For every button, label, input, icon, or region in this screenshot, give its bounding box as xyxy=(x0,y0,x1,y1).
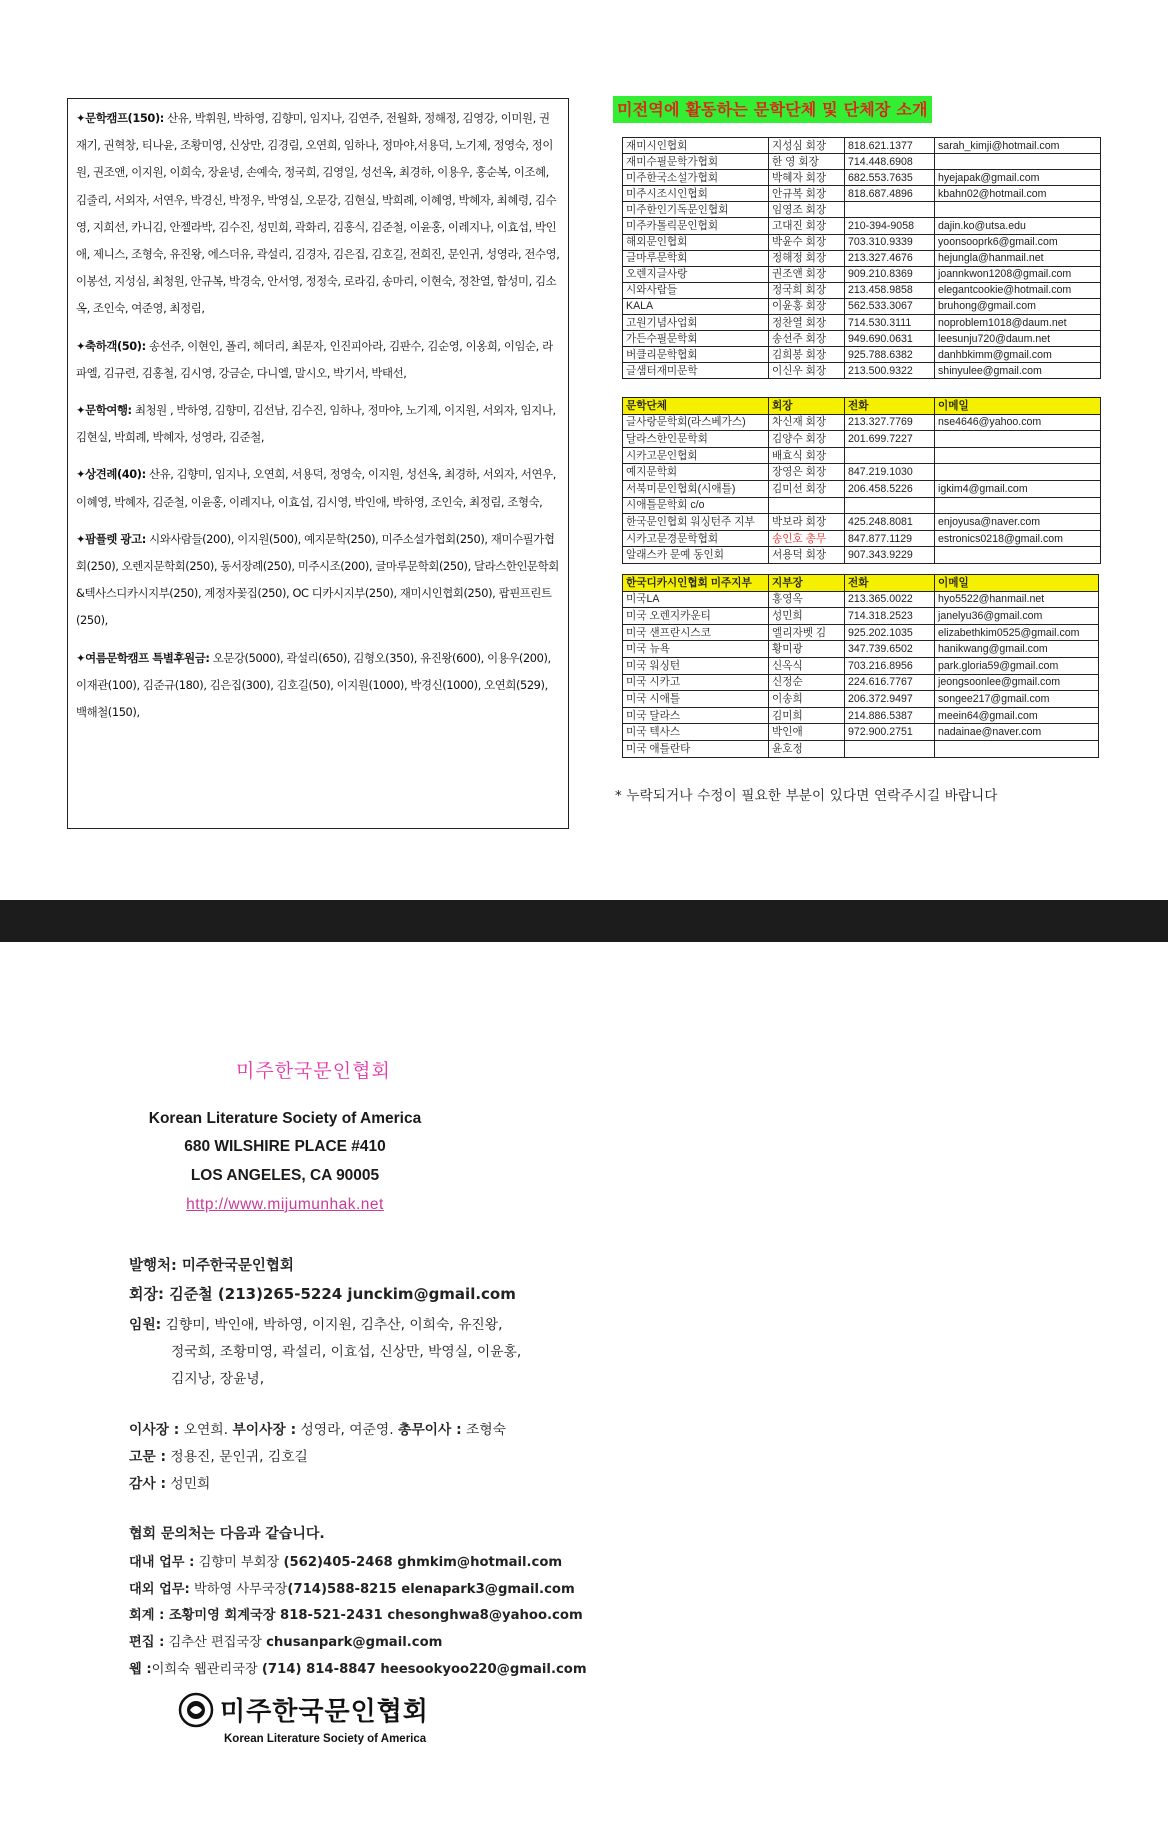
table-row xyxy=(623,480,1101,497)
org-name-cell: 시와사람들 xyxy=(623,282,769,298)
column-header: 이메일 xyxy=(935,575,1099,592)
president-label: 회장: xyxy=(129,1285,164,1303)
leader-cell: 지성심 회장 xyxy=(769,138,845,154)
table-row xyxy=(623,674,1099,691)
auditor-line xyxy=(129,1472,210,1492)
contact-info: (714) 814-8847 heesookyoo220@gmail.com xyxy=(261,1662,587,1677)
phone-cell: 213.327.7769 xyxy=(845,414,935,431)
org-name-cell: 글샘터재미문학 xyxy=(623,363,769,379)
contact-name: 김향미 부회장 xyxy=(194,1555,284,1570)
dicasi-branches-table xyxy=(622,574,1099,758)
phone-cell: 949.690.0631 xyxy=(845,331,935,347)
section-heading: ✦팜플렛 광고: xyxy=(76,531,146,546)
phone-cell xyxy=(845,202,935,218)
email-cell: noproblem1018@daum.net xyxy=(935,315,1101,331)
email-cell: elizabethkim0525@gmail.com xyxy=(935,624,1099,641)
org-name-cell: 시카고문경문학협회 xyxy=(623,530,769,547)
table-row xyxy=(623,298,1101,314)
general-director-label: 총무이사 : xyxy=(398,1422,462,1438)
phone-cell xyxy=(845,497,935,514)
email-cell: hanikwang@gmail.com xyxy=(935,641,1099,658)
leader-cell xyxy=(769,497,845,514)
email-cell: hejungla@hanmail.net xyxy=(935,250,1101,266)
vice-chairman-label: 부이사장 : xyxy=(232,1422,297,1438)
contact-accounting xyxy=(129,1604,583,1623)
phone-cell: 714.318.2523 xyxy=(845,608,935,625)
leader-cell: 김양수 회장 xyxy=(769,431,845,448)
phone-cell: 682.553.7635 xyxy=(845,170,935,186)
org-name-cell: 가든수필문학회 xyxy=(623,331,769,347)
contact-name: 김추산 편집국장 xyxy=(164,1635,267,1650)
leader-cell: 황미광 xyxy=(769,641,845,658)
section-meeting xyxy=(76,461,560,515)
org-name-cell: 미국 달라스 xyxy=(623,707,769,724)
contacts-heading: 협회 문의처는 다음과 같습니다. xyxy=(129,1526,325,1542)
phone-cell: 925.202.1035 xyxy=(845,624,935,641)
leader-cell: 임영조 회장 xyxy=(769,202,845,218)
participants-box xyxy=(67,98,569,829)
email-cell xyxy=(935,547,1101,564)
page-divider-band xyxy=(0,900,1168,942)
org-name-cell: KALA xyxy=(623,298,769,314)
phone-cell: 847.219.1030 xyxy=(845,464,935,481)
leader-cell: 이송희 xyxy=(769,691,845,708)
org-name-cell: 미국 텍사스 xyxy=(623,724,769,741)
org-name-cell: 미주한국소설가협회 xyxy=(623,170,769,186)
org-name-cell: 버클리문학협회 xyxy=(623,347,769,363)
chairman-label: 이사장 : xyxy=(129,1422,180,1438)
table-row xyxy=(623,363,1101,379)
org-name-cell: 해외문인협회 xyxy=(623,234,769,250)
phone-cell: 925.788.6382 xyxy=(845,347,935,363)
leader-cell: 김미선 회장 xyxy=(769,480,845,497)
logo-english-text: Korean Literature Society of America xyxy=(224,1733,427,1745)
phone-cell: 213.458.9858 xyxy=(845,282,935,298)
table-row xyxy=(623,547,1101,564)
leader-cell: 박혜자 회장 xyxy=(769,170,845,186)
leader-cell: 김희봉 회장 xyxy=(769,347,845,363)
section-literature-camp xyxy=(76,105,560,323)
phone-cell: 703.310.9339 xyxy=(845,234,935,250)
publisher-value: 미주한국문인협회 xyxy=(176,1258,294,1274)
table-row xyxy=(623,138,1101,154)
email-cell: park.gloria59@gmail.com xyxy=(935,657,1099,674)
phone-cell: 909.210.8369 xyxy=(845,266,935,282)
org-name-cell: 시카고문인협회 xyxy=(623,447,769,464)
phone-cell: 714.448.6908 xyxy=(845,154,935,170)
column-header: 한국디카시인협회 미주지부 xyxy=(623,575,769,592)
leader-cell: 고대진 회장 xyxy=(769,218,845,234)
table-row xyxy=(623,724,1099,741)
leader-cell: 서용덕 회장 xyxy=(769,547,845,564)
contact-info: (714)588-8215 elenapark3@gmail.com xyxy=(287,1582,575,1597)
table-row xyxy=(623,154,1101,170)
org-name-cell: 미국 워싱턴 xyxy=(623,657,769,674)
leader-cell: 정국희 회장 xyxy=(769,282,845,298)
email-cell: danhbkimm@gmail.com xyxy=(935,347,1101,363)
leader-cell: 엘리자벳 김 xyxy=(769,624,845,641)
phone-cell: 213.365.0022 xyxy=(845,591,935,608)
table-row xyxy=(623,641,1099,658)
table-row xyxy=(623,591,1099,608)
phone-cell: 714.530.3111 xyxy=(845,315,935,331)
section-heading: ✦여름문학캠프 특별후원금: xyxy=(76,650,210,665)
contact-label: 웹 : xyxy=(129,1662,152,1677)
contact-label: 대외 업무: xyxy=(129,1582,190,1597)
contact-web xyxy=(129,1658,587,1677)
contact-external xyxy=(129,1578,575,1597)
org-name-cell: 달라스한인문학회 xyxy=(623,431,769,448)
phone-cell: 210-394-9058 xyxy=(845,218,935,234)
general-director-value: 조형숙 xyxy=(461,1422,507,1438)
table-row xyxy=(623,657,1099,674)
contact-info: 조황미영 회계국장 818-521-2431 chesonghwa8@yahoo.com xyxy=(164,1608,583,1623)
column-header: 지부장 xyxy=(769,575,845,592)
table-row xyxy=(623,464,1101,481)
org-title: 미주한국문인협회 xyxy=(236,1060,391,1082)
table-row xyxy=(623,170,1101,186)
org-name-cell: 고원기념사업회 xyxy=(623,315,769,331)
column-header: 회장 xyxy=(769,398,845,415)
publisher-label: 발행처: xyxy=(129,1258,177,1274)
section-guests xyxy=(76,333,560,387)
leader-cell: 차신재 회장 xyxy=(769,414,845,431)
contact-info: (562)405-2468 ghmkim@hotmail.com xyxy=(283,1555,563,1570)
email-cell: meein64@gmail.com xyxy=(935,707,1099,724)
organization-logo xyxy=(174,1680,494,1750)
email-cell: dajin.ko@utsa.edu xyxy=(935,218,1101,234)
table-row xyxy=(623,414,1101,431)
email-cell: estronics0218@gmail.com xyxy=(935,530,1101,547)
org-name-cell: 서북미문인협회(시애틀) xyxy=(623,480,769,497)
phone-cell: 201.699.7227 xyxy=(845,431,935,448)
email-cell: leesunju720@daum.net xyxy=(935,331,1101,347)
executive-roles xyxy=(129,1418,506,1438)
phone-cell: 847.877.1129 xyxy=(845,530,935,547)
leader-cell: 박윤수 회장 xyxy=(769,234,845,250)
section-donations xyxy=(76,645,560,727)
phone-cell: 213.327.4676 xyxy=(845,250,935,266)
email-cell: sarah_kimji@hotmail.com xyxy=(935,138,1101,154)
table-row xyxy=(623,608,1099,625)
leader-cell: 성민희 xyxy=(769,608,845,625)
org-name-cell: 미국 시카고 xyxy=(623,674,769,691)
table-row xyxy=(623,347,1101,363)
leader-cell: 홍영옥 xyxy=(769,591,845,608)
org-name-cell: 재미수필문학가협회 xyxy=(623,154,769,170)
email-cell: nadainae@naver.com xyxy=(935,724,1099,741)
column-header: 문학단체 xyxy=(623,398,769,415)
leader-cell: 송인호 총무 xyxy=(769,530,845,547)
organizations-title: 미전역에 활동하는 문학단체 및 단체장 소개 xyxy=(613,96,932,123)
website-link[interactable]: http://www.mijumunhak.net xyxy=(186,1196,384,1213)
president-line xyxy=(129,1283,516,1304)
phone-cell: 562.533.3067 xyxy=(845,298,935,314)
email-cell: hyejapak@gmail.com xyxy=(935,170,1101,186)
email-cell: yoonsooprk6@gmail.com xyxy=(935,234,1101,250)
contact-editor xyxy=(129,1631,442,1650)
phone-cell xyxy=(845,447,935,464)
org-name-cell: 시애틀문학회 c/o xyxy=(623,497,769,514)
email-cell: shinyulee@gmail.com xyxy=(935,363,1101,379)
org-name-cell: 미국 시애틀 xyxy=(623,691,769,708)
email-cell xyxy=(935,202,1101,218)
org-name-cell: 미주카톨릭문인협회 xyxy=(623,218,769,234)
auditor-label: 감사 : xyxy=(129,1476,166,1492)
email-cell: songee217@gmail.com xyxy=(935,691,1099,708)
email-cell xyxy=(935,431,1101,448)
phone-cell: 213.500.9322 xyxy=(845,363,935,379)
email-cell: joannkwon1208@gmail.com xyxy=(935,266,1101,282)
leader-cell: 김미희 xyxy=(769,707,845,724)
organizations-table-2 xyxy=(622,397,1101,564)
contact-info: chusanpark@gmail.com xyxy=(266,1635,443,1650)
leader-cell: 신옥식 xyxy=(769,657,845,674)
phone-cell: 818.621.1377 xyxy=(845,138,935,154)
table-row xyxy=(623,514,1101,531)
phone-cell: 425.248.8081 xyxy=(845,514,935,531)
section-pamphlet-ads xyxy=(76,526,560,635)
phone-cell: 703.216.8956 xyxy=(845,657,935,674)
email-cell xyxy=(935,497,1101,514)
table-row xyxy=(623,431,1101,448)
phone-cell xyxy=(845,740,935,757)
leader-cell: 윤호정 xyxy=(769,740,845,757)
leader-cell: 송선주 회장 xyxy=(769,331,845,347)
org-name-cell: 미국 샌프란시스코 xyxy=(623,624,769,641)
table-row xyxy=(623,186,1101,202)
table-row xyxy=(623,218,1101,234)
org-name-cell: 미주시조시인협회 xyxy=(623,186,769,202)
phone-cell: 224.616.7767 xyxy=(845,674,935,691)
column-header: 전화 xyxy=(845,398,935,415)
publisher-line xyxy=(129,1254,294,1275)
org-name-cell: 미주한인기독문인협회 xyxy=(623,202,769,218)
phone-cell: 347.739.6502 xyxy=(845,641,935,658)
leader-cell: 배효식 회장 xyxy=(769,447,845,464)
table-row xyxy=(623,234,1101,250)
org-name-cell: 미국 오렌지카운티 xyxy=(623,608,769,625)
leader-cell: 신정순 xyxy=(769,674,845,691)
leader-cell: 한 영 회장 xyxy=(769,154,845,170)
table-row xyxy=(623,707,1099,724)
leader-cell: 정찬열 회장 xyxy=(769,315,845,331)
board-members xyxy=(129,1312,599,1393)
leader-cell: 정해정 회장 xyxy=(769,250,845,266)
table-row xyxy=(623,740,1099,757)
email-cell: kbahn02@hotmail.com xyxy=(935,186,1101,202)
board-line: 정국희, 조황미영, 곽설리, 이효섭, 신상만, 박영실, 이윤홍, xyxy=(171,1344,522,1360)
phone-cell: 206.458.5226 xyxy=(845,480,935,497)
board-line: 김지낭, 장윤녕, xyxy=(171,1371,265,1387)
address-line-2: LOS ANGELES, CA 90005 xyxy=(190,1167,380,1184)
section-body: 산유, 박휘원, 박하영, 김향미, 임지나, 김연주, 전월화, 정해정, 김영강, 이미원, 권재기, 권혁창, 티나윤, 조황미영, 신상만, 김경림, 오연희, 임하나, 정마야,서용덕, 노기제, 정영숙, 정이원, 권조앤, 이지원, 이희숙, 장윤녕, 손예숙, 정국희, 김영일, 성선옥, 최경하, 이용우, 홍순복, 이조혜, 김줄리, 서외자, 서연우, 박경신, 박정우, 박영실, 오문강, 김현실, 박희례, 이혜영, 박혜자, 최혜령, 김수영, 지희선, 카니김, 안젤라박, 김수진, 성민희, 곽화리, 김홍식, 김준철, 이윤홍, 이레지나, 이효섭, 박인애, 제니스, 조형숙, 유진왕, 에스더유, 곽설리, 김경자, 김은집, 김호길, 전희진, 문인귀, 성영라, 전수영, 이봉선, 지성심, 최청원, 안규복, 박경숙, 안서영, 정정숙, 로라김, 송마리, 이현숙, 정찬열, 함성미, 김소옥, 조인숙, 여준영, 최정림, xyxy=(76,111,560,316)
table-row xyxy=(623,447,1101,464)
leader-cell: 장영은 회장 xyxy=(769,464,845,481)
email-cell: jeongsoonlee@gmail.com xyxy=(935,674,1099,691)
contact-label: 편집 : xyxy=(129,1635,165,1650)
section-literary-trip xyxy=(76,397,560,451)
table-row xyxy=(623,530,1101,547)
org-name-cell: 예지문학회 xyxy=(623,464,769,481)
board-line: 김향미, 박인애, 박하영, 이지원, 김추산, 이희숙, 유진왕, xyxy=(161,1317,503,1333)
table-row xyxy=(623,282,1101,298)
org-name-cell: 한국문인협회 워싱턴주 지부 xyxy=(623,514,769,531)
section-body: 산유, 김향미, 임지나, 오연희, 서용덕, 정영숙, 이지원, 성선옥, 최경하, 서외자, 서연우, 이혜영, 박혜자, 김준철, 이윤홍, 이레지나, 이효섭, 김시영, 박인애, 박하영, 조인숙, 최정림, 조형숙, xyxy=(76,467,556,509)
section-body: 시와사람들(200), 이지원(500), 예지문학(250), 미주소설가협회(250), 재미수필가협회(250), 오렌지문학회(250), 동서장례(250), 미주시조(200), 글마루문학회(250), 달라스한인문학회&텍사스디카시지부(250), 계정자꽃집(250), OC 디카시지부(250), 재미시인협회(250), 팝핀프린트(250), xyxy=(76,531,559,628)
org-name-cell: 미국LA xyxy=(623,591,769,608)
org-name-cell: 미국 뉴욕 xyxy=(623,641,769,658)
phone-cell: 206.372.9497 xyxy=(845,691,935,708)
phone-cell: 907.343.9229 xyxy=(845,547,935,564)
email-cell: bruhong@gmail.com xyxy=(935,298,1101,314)
org-name-english: Korean Literature Society of America xyxy=(148,1110,422,1127)
leader-cell: 안규복 회장 xyxy=(769,186,845,202)
email-cell xyxy=(935,740,1099,757)
email-cell: igkim4@gmail.com xyxy=(935,480,1101,497)
table-row xyxy=(623,202,1101,218)
email-cell xyxy=(935,447,1101,464)
leader-cell: 이신우 회장 xyxy=(769,363,845,379)
leader-cell: 이윤홍 회장 xyxy=(769,298,845,314)
table-row xyxy=(623,624,1099,641)
section-body: 오문강(5000), 곽설리(650), 김형오(350), 유진왕(600), 이용우(200), 이재관(100), 김준규(180), 김은집(300), 김호길(50), 이지원(1000), 박경신(1000), 오연희(529), 백해철(150), xyxy=(76,650,551,720)
chairman-value: 오연희. xyxy=(179,1422,233,1438)
email-cell: enjoyusa@naver.com xyxy=(935,514,1101,531)
correction-note: * 누락되거나 수정이 필요한 부분이 있다면 연락주시길 바랍니다 xyxy=(615,788,998,804)
section-heading: ✦상견례(40): xyxy=(76,467,146,482)
advisor-label: 고문 : xyxy=(129,1449,166,1465)
org-name-cell: 미국 애틀란타 xyxy=(623,740,769,757)
contact-label: 대내 업무 : xyxy=(129,1555,195,1570)
contact-name: 박하영 사무국장 xyxy=(189,1582,288,1597)
org-name-cell: 글사랑문학회(라스베가스) xyxy=(623,414,769,431)
vice-chairman-value: 성영라, 여준영. xyxy=(296,1422,398,1438)
org-name-cell: 알래스카 문예 동인회 xyxy=(623,547,769,564)
contact-label: 회계 : xyxy=(129,1608,165,1623)
board-label: 임원: xyxy=(129,1317,162,1333)
email-cell: elegantcookie@hotmail.com xyxy=(935,282,1101,298)
auditor-value: 성민희 xyxy=(165,1476,211,1492)
phone-cell: 972.900.2751 xyxy=(845,724,935,741)
column-header: 이메일 xyxy=(935,398,1101,415)
contact-internal xyxy=(129,1551,562,1570)
section-body: 최청원 , 박하영, 김향미, 김선남, 김수진, 임하나, 정마야, 노기제, 이지원, 서외자, 임지나, 김현실, 박희례, 박혜자, 성영라, 김준철, xyxy=(76,403,556,445)
section-body: 송선주, 이현인, 폴리, 헤더리, 최문자, 인진피아라, 김판수, 김순영, 이옹희, 이임순, 라파엘, 김규련, 김홍철, 김시영, 강금순, 다니엘, 말시오, 박기서, 박태선, xyxy=(76,338,553,380)
column-header: 전화 xyxy=(845,575,935,592)
table-row xyxy=(623,266,1101,282)
logo-korean-text: 미주한국문인협회 xyxy=(220,1697,429,1727)
leader-cell: 권조앤 회장 xyxy=(769,266,845,282)
table-row xyxy=(623,331,1101,347)
table-row xyxy=(623,497,1101,514)
email-cell: nse4646@yahoo.com xyxy=(935,414,1101,431)
leader-cell: 박보라 회장 xyxy=(769,514,845,531)
address-line-1: 680 WILSHIRE PLACE #410 xyxy=(184,1138,386,1155)
contact-name: 이희숙 웹관리국장 xyxy=(151,1662,262,1677)
email-cell: janelyu36@gmail.com xyxy=(935,608,1099,625)
section-heading: ✦문학캠프(150): xyxy=(76,111,164,125)
section-heading: ✦축하객(50): xyxy=(76,338,146,353)
org-name-cell: 재미시인협회 xyxy=(623,138,769,154)
email-cell: hyo5522@hanmail.net xyxy=(935,591,1099,608)
advisors-line xyxy=(129,1445,308,1465)
org-name-cell: 글마루문학회 xyxy=(623,250,769,266)
president-value: 김준철 (213)265-5224 junckim@gmail.com xyxy=(163,1285,516,1303)
org-name-cell: 오렌지글사랑 xyxy=(623,266,769,282)
email-cell xyxy=(935,154,1101,170)
table-row xyxy=(623,315,1101,331)
table-row xyxy=(623,691,1099,708)
organizations-table-1 xyxy=(622,137,1101,379)
advisor-value: 정용진, 문인귀, 김호길 xyxy=(165,1449,308,1465)
section-heading: ✦문학여행: xyxy=(76,403,132,418)
email-cell xyxy=(935,464,1101,481)
table-row xyxy=(623,250,1101,266)
phone-cell: 214.886.5387 xyxy=(845,707,935,724)
leader-cell: 박인애 xyxy=(769,724,845,741)
phone-cell: 818.687.4896 xyxy=(845,186,935,202)
